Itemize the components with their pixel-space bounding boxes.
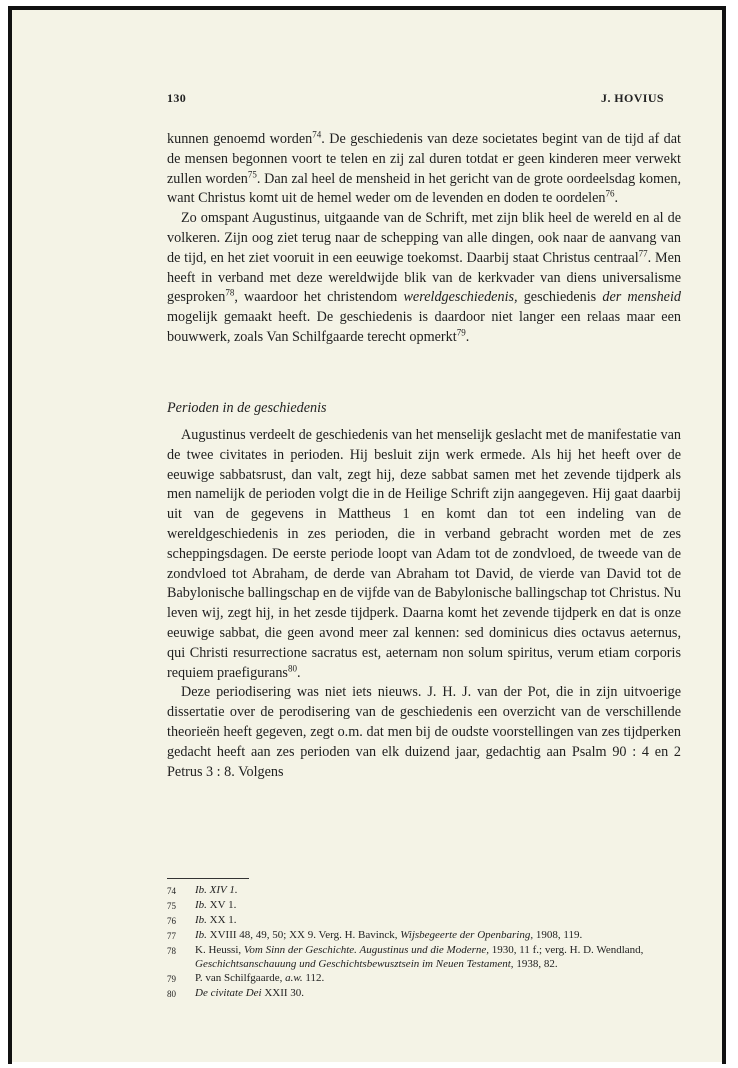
paragraph xyxy=(167,426,681,683)
footnote xyxy=(167,883,681,898)
italic-text: der mensheid xyxy=(602,289,681,306)
text-run: 1938, 82. xyxy=(513,958,558,970)
italic-text: Wijsbegeerte der Openbaring, xyxy=(400,929,534,941)
footnote-number: 75 xyxy=(167,901,176,911)
footnote-ref[interactable]: 79 xyxy=(456,327,466,338)
footnote xyxy=(167,943,681,971)
footnote-text xyxy=(195,883,681,898)
footnote-rule xyxy=(167,878,249,879)
footnote xyxy=(167,913,681,928)
text-run: . Men heeft in verband met deze wereldwijde blik van de kerkvader van diens universalisme gesproken xyxy=(167,249,682,306)
footnote-ref[interactable]: 77 xyxy=(638,248,648,259)
text-run: Augustinus verdeelt de geschiedenis van het menselijk geslacht met de manifestatie van de twee civitates in perioden. Hij besluit zijn werk ermede. Als hij het heeft over de eeuwige sabbatsrust, dan valt, zegt hij, deze sabbat samen met het zevende tijdperk als men namelijk de perioden volgt die in de Heilige Schrift zijn aangegeven. Hij gaat daarbij uit van de gegevens in Mattheus 1 en komt dan tot een indeling van de wereldgeschiedenis in zes perioden, die in verband gebracht worden met de zes scheppingsdagen. De eerste periode loopt van Adam tot de zondvloed, de tweede van de zondvloed tot Abraham, de derde van Abraham tot David, de vierde van David tot de Babylonische ballingschap en de vijfde van de Babylonische ballingschap tot Christus. Nu leven wij, zegt hij, in het zesde tijdperk. Daarna komt het zevende tijdperk en dat is onze eeuwige sabbat, die geen avond meer zal kennen: sed dominicus dies octavus aeternus, qui Christi resurrectione sacratus est, aeternam non solum spiritus, verum etiam corporis requiem praefigurans xyxy=(167,427,681,681)
text-run: 1908, 119. xyxy=(533,929,583,941)
footnote-text xyxy=(195,913,681,928)
footnote-text xyxy=(195,898,681,913)
body-text-bottom xyxy=(167,426,681,782)
text-run: mogelijk gemaakt heeft. De geschiedenis is daardoor niet langer een relaas maar een bouwwerk, zoals Van Schilfgaarde terecht opmerkt xyxy=(167,309,681,345)
text-run: Deze periodisering was niet iets nieuws. J. H. J. van der Pot, die in zijn uitvoerige dissertatie over de perodisering van de geschiedenis een overzicht van de verschillende theorieën heeft gegeven, zegt o.m. dat men bij de oudste voorstellingen van zes tijdperken gedacht heeft aan zes perioden van elk duizend jaar, gedachtig aan Psalm 90 : 4 en 2 Petrus 3 : 8. Volgens xyxy=(167,684,681,780)
footnote xyxy=(167,986,681,1001)
italic-text: De civitate Dei xyxy=(195,987,262,999)
italic-text: Ib. xyxy=(195,914,207,926)
footnote-number: 74 xyxy=(167,886,176,896)
text-run: P. van Schilfgaarde, xyxy=(195,972,286,984)
italic-text: Ib. XIV 1. xyxy=(195,884,238,896)
text-run: geschiedenis xyxy=(517,289,603,306)
footnote-number: 79 xyxy=(167,974,176,984)
section-heading: Perioden in de geschiedenis xyxy=(167,400,327,416)
text-run: K. Heussi, xyxy=(195,944,244,956)
italic-text: Geschichtsanschauung und Geschichtsbewusztsein im Neuen Testament, xyxy=(195,958,514,970)
text-run: XV 1. xyxy=(206,899,237,911)
footnote-number: 77 xyxy=(167,931,176,941)
text-run: 112. xyxy=(302,972,325,984)
text-run: XX 1. xyxy=(206,914,237,926)
italic-text: Ib. xyxy=(195,929,207,941)
italic-text: wereldgeschiedenis, xyxy=(403,289,518,306)
text-run: Zo omspant Augustinus, uitgaande van de Schrift, met zijn blik heel de wereld en al de volkeren. Zijn oog ziet terug naar de schepping van alle dingen, ook naar de aanvang van de tijd, en het ziet vooruit in een eeuwige toekomst. Daarbij staat Christus centraal xyxy=(167,210,681,266)
footnote xyxy=(167,898,681,913)
text-run: kunnen genoemd worden xyxy=(167,131,313,147)
footnote xyxy=(167,971,681,986)
text-run: XVIII 48, 49, 50; XX 9. Verg. H. Bavinck, xyxy=(206,929,401,941)
paragraph xyxy=(167,209,681,348)
text-run: . xyxy=(614,190,619,207)
text-run: XXII 30. xyxy=(261,987,305,999)
paragraph xyxy=(167,130,681,209)
paragraph xyxy=(167,683,681,782)
footnote-number: 80 xyxy=(167,989,176,999)
footnote-number: 78 xyxy=(167,946,176,956)
footnote-text xyxy=(195,928,681,943)
text-run: . xyxy=(296,664,301,681)
footnote-text xyxy=(195,986,681,1001)
footnote-number: 76 xyxy=(167,916,176,926)
footnote-ref[interactable]: 74 xyxy=(312,129,322,140)
text-run: , waardoor het christendom xyxy=(234,289,404,306)
body-text-top xyxy=(167,130,681,348)
footnote-text xyxy=(195,943,681,971)
italic-text: Ib. xyxy=(195,899,207,911)
footnote-ref[interactable]: 78 xyxy=(225,287,235,298)
page-number: 130 xyxy=(167,91,187,105)
footnotes xyxy=(167,883,681,1001)
footnote-ref[interactable]: 80 xyxy=(287,662,297,673)
text-run: . xyxy=(465,328,470,345)
running-head: J. HOVIUS xyxy=(601,91,664,105)
italic-text: a.w. xyxy=(285,972,303,984)
text-run: 1930, 11 f.; verg. H. D. Wendland, xyxy=(489,944,644,956)
footnote-ref[interactable]: 76 xyxy=(605,188,615,199)
text-run: . De geschiedenis van deze societates begint van de tijd af dat de mensen begonnen voort te telen en zij zal duren totdat er geen kinderen meer verwekt zullen worden xyxy=(167,131,682,187)
italic-text: Vom Sinn der Geschichte. Augustinus und die Moderne, xyxy=(243,944,490,956)
footnote-ref[interactable]: 75 xyxy=(247,168,257,179)
book-page xyxy=(12,10,722,1062)
footnote xyxy=(167,928,681,943)
text-run: . Dan zal heel de mensheid in het gericht van de grote oordeelsdag komen, want Christus komt uit de hemel weder om de levenden en doden te oordelen xyxy=(167,170,681,207)
footnote-text xyxy=(195,971,681,986)
